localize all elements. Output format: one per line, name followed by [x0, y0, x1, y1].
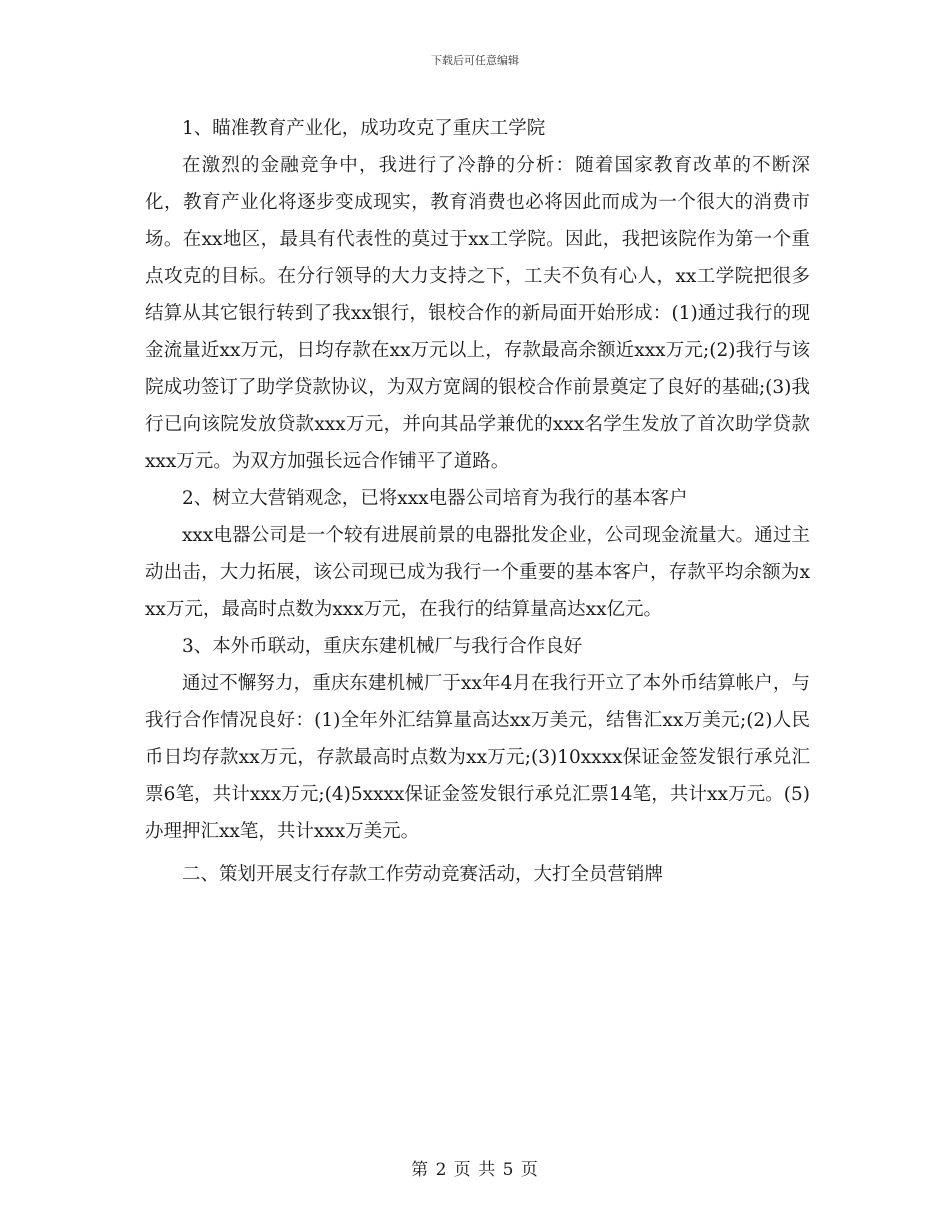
paragraph-item-3: 通过不懈努力，重庆东建机械厂于xx年4月在我行开立了本外币结算帐户，与我行合作情况良好：(1)全年外汇结算量高达xx万美元，结售汇xx万美元;(2)人民币日均存款xx万元，存款最高时点数为xx万元;(3)10xxxx保证金签发银行承兑汇票6笔，共计xxx万元;(4)5xxxx保证金签发银行承兑汇票14笔，共计xx万元。(5)办理押汇xx笔，共计xxx万美元。	[145, 673, 810, 842]
page-number: 第 2 页 共 5 页	[411, 1160, 539, 1180]
paragraph-item-1: 在激烈的金融竞争中，我进行了冷静的分析：随着国家教育改革的不断深化，教育产业化将逐步变成现实，教育消费也必将因此而成为一个很大的消费市场。在xx地区，最具有代表性的莫过于xx工学院。因此，我把该院作为第一个重点攻克的目标。在分行领导的大力支持之下，工夫不负有心人，xx工学院把很多结算从其它银行转到了我xx银行，银校合作的新局面开始形成：(1)通过我行的现金流量近xx万元，日均存款在xx万元以上，存款最高余额近xxx万元;(2)我行与该院成功签订了助学贷款协议，为双方宽阔的银校合作前景奠定了良好的基础;(3)我行已向该院发放贷款xxx万元，并向其品学兼优的xxx名学生发放了首次助学贷款xxx万元。为双方加强长远合作铺平了道路。	[145, 155, 810, 472]
section-heading-2: 二、策划开展支行存款工作劳动竞赛活动，大打全员营销牌	[182, 864, 664, 885]
page-header: 下载后可任意编辑	[431, 54, 519, 67]
heading-item-1: 1、瞄准教育产业化，成功攻克了重庆工学院	[182, 118, 546, 139]
heading-item-2: 2、树立大营销观念，已将xxx电器公司培育为我行的基本客户	[182, 488, 688, 509]
heading-item-3: 3、本外币联动，重庆东建机械厂与我行合作良好	[182, 636, 583, 657]
paragraph-item-2: xxx电器公司是一个较有进展前景的电器批发企业，公司现金流量大。通过主动出击，大力拓展，该公司现已成为我行一个重要的基本客户，存款平均余额为xxx万元，最高时点数为xxx万元，在我行的结算量高达xx亿元。	[145, 525, 810, 620]
document-body	[145, 110, 810, 893]
